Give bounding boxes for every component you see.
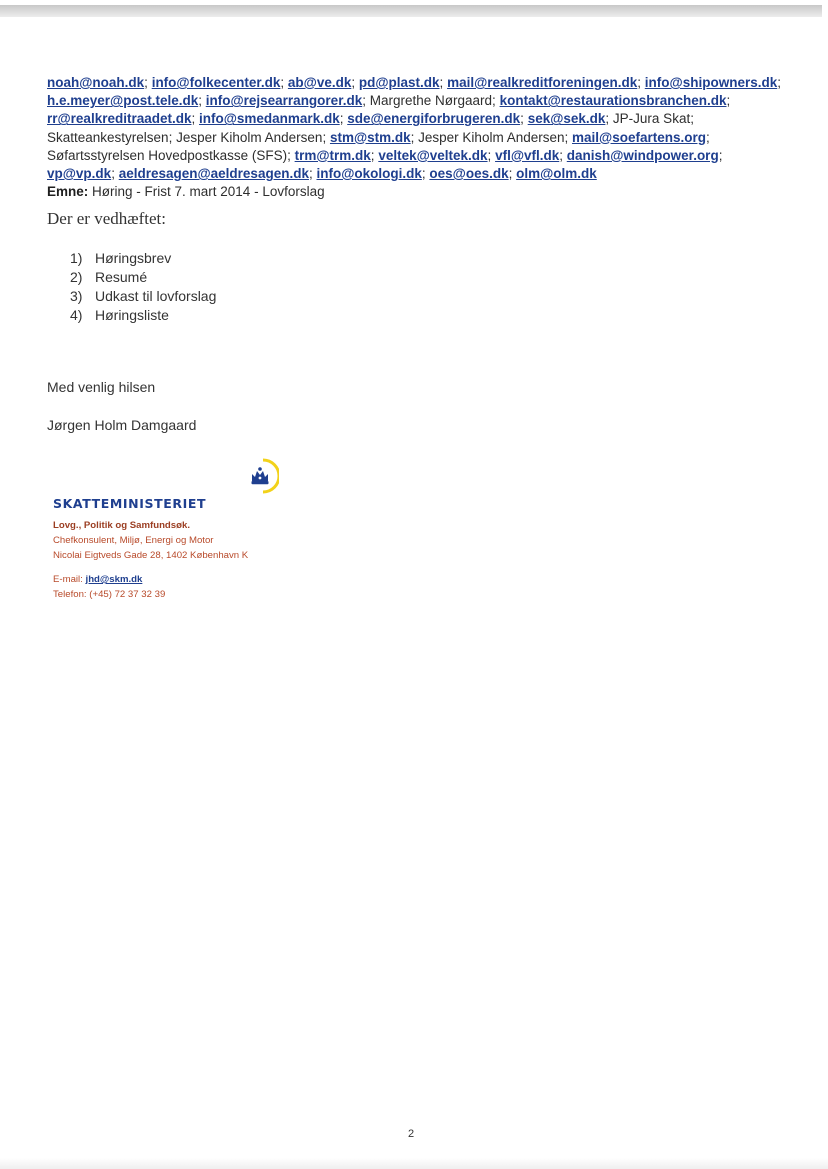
email-link[interactable]: sde@energiforbrugeren.dk	[347, 111, 521, 127]
email-link[interactable]: jhd@skm.dk	[85, 574, 143, 585]
email-link[interactable]: stm@stm.dk	[329, 129, 411, 145]
email-recipients	[47, 74, 781, 201]
attachment-list	[70, 249, 216, 325]
page-top-border	[0, 5, 822, 17]
recipients-line-2: h.e.meyer@post.tele.dk; info@rejsearrangorer.dk; Margrethe Nørgaard; kontakt@restaurationsbranchen.dk;	[47, 93, 731, 109]
page-number: 2	[407, 1128, 415, 1140]
email-link[interactable]: mail@realkreditforeningen.dk	[447, 75, 638, 90]
email-link[interactable]: vfl@vfl.dk	[495, 147, 560, 163]
email-link[interactable]: veltek@veltek.dk	[378, 147, 488, 163]
department: Lovg., Politik og Samfundsøk.	[53, 520, 190, 531]
crown-icon	[241, 457, 279, 500]
email-row	[53, 573, 165, 588]
recipients-line-4: Skatteankestyrelsen; Jesper Kiholm Andersen; stm@stm.dk; Jesper Kiholm Andersen; mail@soefartens.org;	[47, 129, 710, 145]
recipient-name: JP-Jura Skat	[612, 111, 691, 127]
email-link[interactable]: trm@trm.dk	[294, 147, 371, 163]
attachment-label: Høringsbrev	[95, 250, 172, 266]
attachment-label: Høringsliste	[95, 307, 169, 323]
email-link[interactable]: info@smedanmark.dk	[199, 111, 340, 127]
list-number: 4)	[70, 307, 83, 323]
page-bottom-border	[0, 1158, 828, 1169]
list-number: 2)	[70, 269, 83, 285]
ministry-logo: SKATTEMINISTERIET	[53, 496, 207, 511]
recipients-line-6: vp@vp.dk; aeldresagen@aeldresagen.dk; info@okologi.dk; oes@oes.dk; olm@olm.dk	[47, 166, 597, 182]
email-link[interactable]: danish@windpower.org	[566, 147, 719, 163]
email-link[interactable]: olm@olm.dk	[516, 166, 597, 182]
list-number: 3)	[70, 288, 83, 304]
address: Nicolai Eigtveds Gade 28, 1402 København K	[53, 549, 249, 561]
signature-contact	[53, 573, 165, 603]
job-title: Chefkonsulent, Miljø, Energi og Motor	[53, 534, 214, 546]
recipient-name: Skatteankestyrelsen	[47, 129, 169, 145]
recipients-line-1: noah@noah.dk; info@folkecenter.dk; ab@ve.dk; pd@plast.dk; mail@realkreditforeningen.dk; info@shipowners.dk;	[47, 75, 781, 90]
subject-label: Emne:	[47, 184, 89, 200]
email-link[interactable]: oes@oes.dk	[429, 166, 509, 182]
email-link[interactable]: pd@plast.dk	[358, 75, 440, 90]
email-link[interactable]: info@folkecenter.dk	[151, 75, 281, 90]
subject-text: Høring - Frist 7. mart 2014 - Lovforslag	[92, 184, 325, 200]
recipient-name: Jesper Kiholm Andersen	[176, 129, 323, 145]
email-link[interactable]: sek@sek.dk	[527, 111, 606, 127]
email-link[interactable]: rr@realkreditraadet.dk	[47, 111, 192, 127]
email-link[interactable]: vp@vp.dk	[47, 166, 112, 182]
email-link[interactable]: info@okologi.dk	[316, 166, 422, 182]
recipient-name: Søfartsstyrelsen Hovedpostkasse (SFS)	[47, 147, 288, 163]
attachment-label: Udkast til lovforslag	[95, 288, 217, 304]
email-link[interactable]: h.e.meyer@post.tele.dk	[47, 93, 199, 109]
list-item	[70, 306, 216, 325]
recipient-name: Jesper Kiholm Andersen	[418, 129, 565, 145]
signature-organisation	[53, 519, 248, 563]
list-item	[70, 268, 216, 287]
email-subject	[47, 183, 767, 201]
email-link[interactable]: noah@noah.dk	[47, 75, 145, 90]
email-label: E-mail:	[53, 574, 83, 585]
recipient-name: Margrethe Nørgaard	[369, 93, 493, 109]
email-link[interactable]: kontakt@restaurationsbranchen.dk	[499, 93, 727, 109]
list-item	[70, 287, 216, 306]
attachments-intro: Der er vedhæftet:	[47, 209, 166, 228]
recipients-line-5: Søfartsstyrelsen Hovedpostkasse (SFS); trm@trm.dk; veltek@veltek.dk; vfl@vfl.dk; danish@windpower.org;	[47, 147, 723, 163]
list-item	[70, 249, 216, 268]
email-link[interactable]: info@rejsearrangorer.dk	[205, 93, 363, 109]
list-number: 1)	[70, 250, 83, 266]
attachment-label: Resumé	[95, 269, 148, 285]
email-link[interactable]: mail@soefartens.org	[572, 129, 706, 145]
email-link[interactable]: info@shipowners.dk	[644, 75, 778, 90]
email-link[interactable]: aeldresagen@aeldresagen.dk	[118, 166, 309, 182]
email-link[interactable]: ab@ve.dk	[287, 75, 352, 90]
closing-greeting: Med venlig hilsen	[47, 379, 156, 395]
signer-name: Jørgen Holm Damgaard	[47, 417, 197, 433]
phone: Telefon: (+45) 72 37 32 39	[53, 588, 166, 600]
recipients-line-3: rr@realkreditraadet.dk; info@smedanmark.dk; sde@energiforbrugeren.dk; sek@sek.dk; JP-Jura Skat;	[47, 111, 694, 127]
